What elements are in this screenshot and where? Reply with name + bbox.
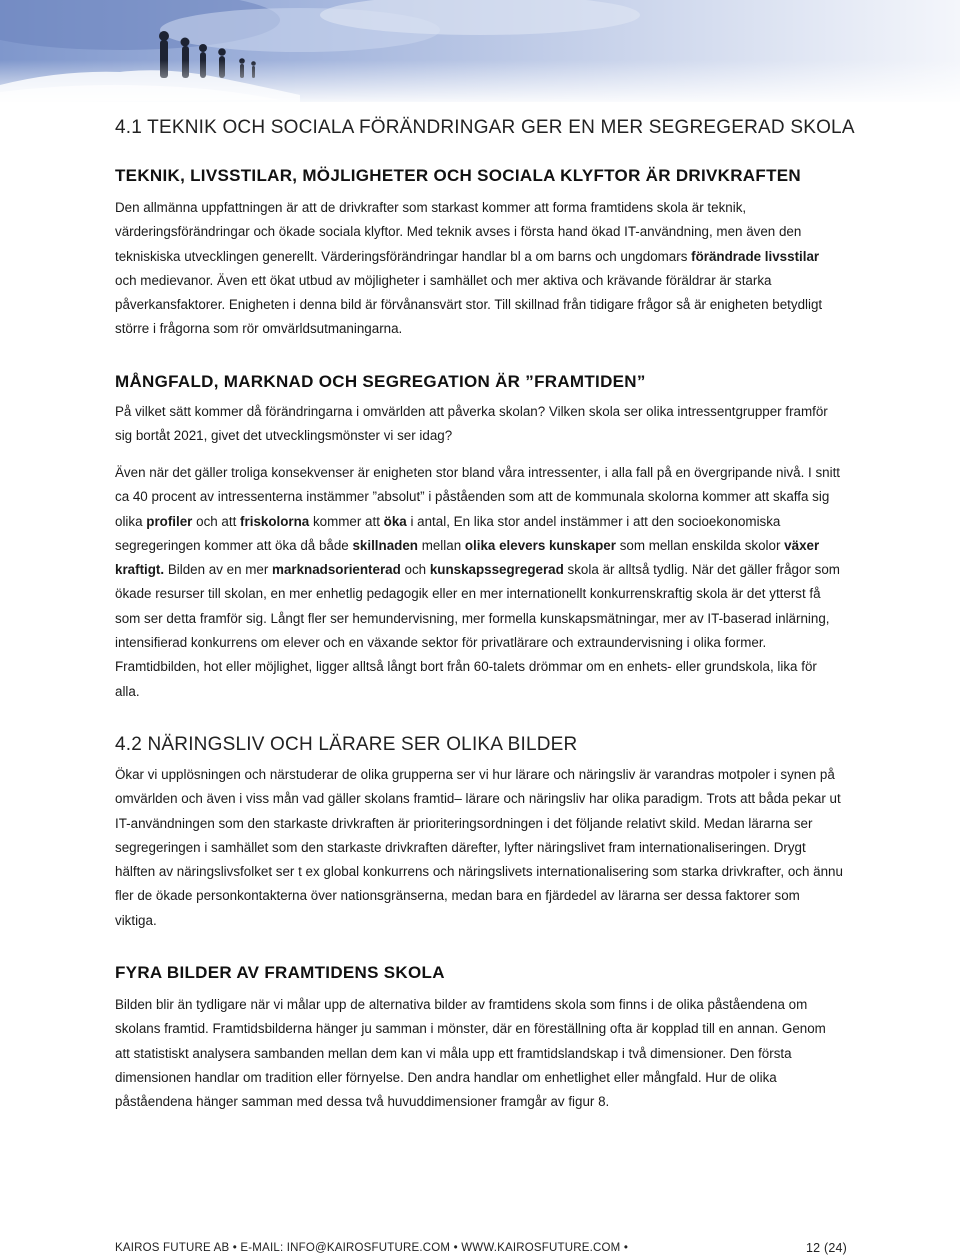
bold-span: olika elevers kunskaper (464, 537, 616, 553)
text-span: kommer att (309, 513, 384, 529)
text-span: och att (192, 513, 241, 529)
question-paragraph: På vilket sätt kommer då förändringarna i omvärlden att påverka skolan? Vilken skola ser olika intressentgrupper framför sig bortåt 2021, givet det utvecklingsmönster vi ser idag? (115, 404, 828, 444)
drivers-subheading: TEKNIK, LIVSSTILAR, MÖJLIGHETER OCH SOCIALA KLYFTOR ÄR DRIVKRAFTEN (115, 166, 801, 185)
bold-span: öka (383, 513, 407, 529)
drivers-paragraph (115, 196, 843, 342)
text-span: och medievanor. Även ett ökat utbud av möjligheter i samhället och mer aktiva och krävande föräldrar är starka påverkansfaktorer. Enigheten i denna bild är förvånansvärt stor. Till skillnad från tidigare frågor så är enigheten betydligt större i frågorna som rör omvärldsutmaningarna. (115, 272, 823, 337)
bold-span: förändrade livsstilar (691, 248, 820, 264)
mountain-hikers-illustration (0, 0, 960, 102)
bold-span: kunskapssegregerad (429, 562, 564, 578)
text-span: mellan (417, 537, 465, 553)
bold-span: friskolorna (240, 513, 310, 529)
text-span: som mellan enskilda skolor (615, 537, 785, 553)
diversity-subheading: MÅNGFALD, MARKNAD OCH SEGREGATION ÄR ”FRAMTIDEN” (115, 372, 646, 391)
bold-span: skillnaden (352, 537, 418, 553)
consequences-paragraph (115, 461, 843, 704)
text-span: skola är alltså tydlig. När det gäller frågor som ökade resurser till skolan, en mer enhetlig pedagogik eller en mer internationellt konkurrenskraftig skola är det ytterst få som ser detta framför sig. Långt fler ser hemundervisning, mer formella kunskapsmätningar, mer av IT-baserad inlärning, intensifierad konkurrens om elever och en växande sektor för privatlärare och extraundervisning i olika former. Framtidbilden, hot eller möjlighet, ligger alltså långt bort från 60-talets drömmar om en enhets- eller grundskola, lika för alla. (115, 562, 840, 699)
text-span: Den allmänna uppfattningen är att de drivkrafter som starkast kommer att forma framtidens skola är teknik, värderingsförändringar och ökade sociala klyftor. Med teknik avses i första hand ökad IT-användning, men även den tekniskiska utvecklingen generellt. Värderingsförändringar handlar bl a om barns och ungdomars (115, 200, 802, 264)
page-number: 12 (24) (805, 1241, 847, 1255)
section-4-1-title: 4.1 TEKNIK OCH SOCIALA FÖRÄNDRINGAR GER EN MER SEGREGERAD SKOLA (115, 117, 855, 138)
business-teachers-paragraph: Ökar vi upplösningen och närstuderar de olika grupperna ser vi hur lärare och näringsliv är varandras motpoler i synen på omvärlden och även i viss mån vad gäller skolans framtid– lärare och näringsliv har olika paradigm. Trots att båda pekar ut IT-användningen som den starkaste drivkraften är prioriteringsordningen i det följande relativt skild. Medan lärarna ser segregeringen i samhället som den starkaste drivkraften därefter, lyfter näringslivet fram internationaliseringen. Drygt hälften av näringslivsfolket ser t ex global konkurrens och näringslivets internationalisering som starka drivkrafter, och ännu fler de ökade personkontakterna över nationsgränserna, medan bara en fjärdedel av lärarna ser dessa faktorer som viktiga. (115, 767, 843, 928)
footer-contact: KAIROS FUTURE AB • E-MAIL: INFO@KAIROSFUTURE.COM • WWW.KAIROSFUTURE.COM • (115, 1242, 629, 1254)
text-span: Även när det gäller troliga konsekvenser är enigheten stor bland våra intressenter, i alla fall på en övergripande nivå. I snitt ca 40 procent av intressenterna instämmer ”absolut” i påståenden som att de kommunala skolorna kommer att skaffa sig olika (115, 465, 841, 529)
bold-span: marknadsorienterad (272, 562, 401, 578)
bold-span: växer kraftigt. (115, 537, 820, 578)
bold-span: profiler (146, 513, 193, 529)
text-span: Bilden av en mer (164, 562, 273, 578)
header-banner-photo (0, 0, 960, 102)
text-span: och (400, 562, 430, 578)
future-landscape-paragraph: Bilden blir än tydligare när vi målar upp de alternativa bilder av framtidens skola som finns i de olika påståendena om skolans framtid. Framtidsbilderna hänger ju samman i mönster, där en föreställning ofta är kopplad till en annan. Genom att statistiskt analysera sambanden mellan dem kan vi måla upp ett framtidslandskap i två dimensioner. Den första dimensionen handlar om tradition eller förnyelse. Den andra handlar om enhetlighet eller mångfald. Hur de olika påståendena hänger samman med dessa två huvuddimensioner framgår av figur 8. (115, 997, 826, 1110)
text-span: i antal, En lika stor andel instämmer i att den socioekonomiska segregeringen kommer att öka då både (115, 513, 781, 553)
page-footer (115, 1238, 847, 1258)
four-images-subheading: FYRA BILDER AV FRAMTIDENS SKOLA (115, 963, 445, 982)
section-4-2-title: 4.2 NÄRINGSLIV OCH LÄRARE SER OLIKA BILDER (115, 734, 578, 755)
